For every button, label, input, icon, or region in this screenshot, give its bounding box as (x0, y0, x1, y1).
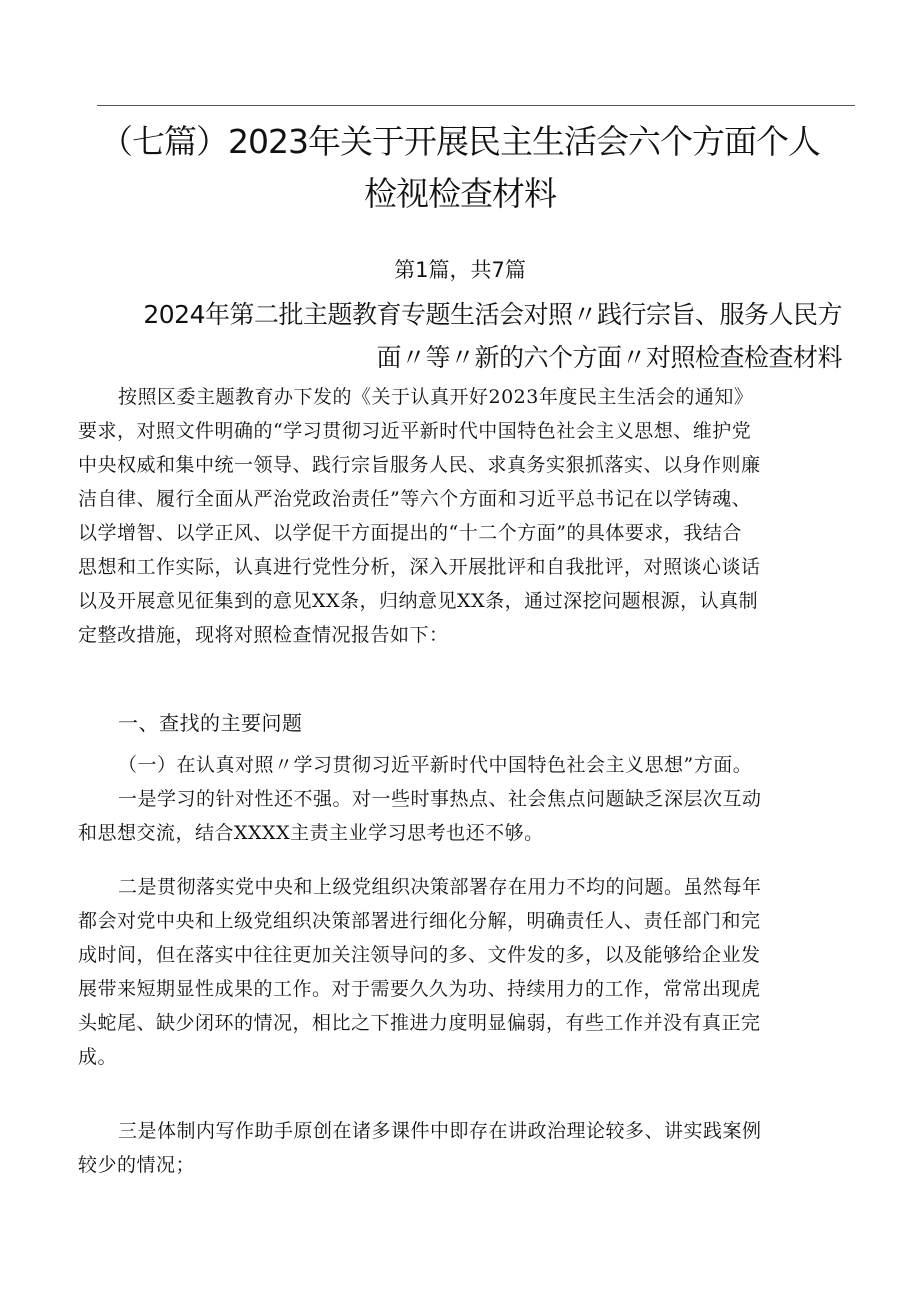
intro-line: 定整改措施，现将对照检查情况报告如下： (78, 624, 449, 646)
point-line: 都会对党中央和上级党组织决策部署进行细化分解，明确责任人、责任部门和完 (78, 910, 761, 932)
point-paragraph-3 (78, 1114, 842, 1182)
item-heading (78, 748, 842, 782)
intro-line: 洁自律、履行全面从严治党政治责任”等六个方面和习近平总书记在以学铸魂、 (78, 488, 752, 510)
point-paragraph-1 (78, 782, 842, 850)
section-heading-text: 一、查找的主要问题 (118, 711, 303, 735)
point-line: 二是贯彻落实党中央和上级党组织决策部署存在用力不均的问题。虽然每年 (118, 876, 762, 898)
intro-line: 要求，对照文件明确的“学习贯彻习近平新时代中国特色社会主义思想、维护党 (78, 420, 752, 442)
subtitle-line-2: 面〃等〃新的六个方面〃对照检查检查材料 (376, 343, 842, 372)
intro-line: 思想和工作实际，认真进行党性分析，深入开展批评和自我批评，对照谈心谈话 (78, 556, 761, 578)
intro-paragraph (78, 380, 842, 652)
point-line: 一是学习的针对性还不强。对一些时事热点、社会焦点问题缺乏深层次互动 (118, 788, 762, 810)
subtitle (78, 293, 842, 379)
intro-line: 以学增智、以学正风、以学促干方面提出的“十二个方面”的具体要求，我结合 (78, 522, 742, 544)
point-line: 头蛇尾、缺少闭环的情况，相比之下推进力度明显偏弱，有些工作并没有真正完 (78, 1012, 761, 1034)
title-line-2: 检视检查材料 (364, 174, 556, 213)
point-line: 三是体制内写作助手原创在诸多课件中即存在讲政治理论较多、讲实践案例 (118, 1120, 762, 1142)
subtitle-line-1: 2024年第二批主题教育专题生活会对照〃践行宗旨、服务人民方 (143, 300, 842, 329)
point-line: 展带来短期显性成果的工作。对于需要久久为功、持续用力的工作，常常出现虎 (78, 978, 761, 1000)
point-line: 成。 (78, 1046, 118, 1068)
intro-line: 以及开展意见征集到的意见XX条，归纳意见XX条，通过深挖问题根源，认真制 (78, 590, 759, 612)
part-label: 第1篇，共7篇 (394, 258, 526, 282)
intro-line: 中央权威和集中统一领导、践行宗旨服务人民、求真务实狠抓落实、以身作则廉 (78, 454, 761, 476)
point-line: 和思想交流，结合XXXX主责主业学习思考也还不够。 (78, 822, 544, 844)
intro-line: 按照区委主题教育办下发的《关于认真开好2023年度民主生活会的通知》 (118, 386, 754, 408)
document-title (60, 116, 860, 220)
point-line: 较少的情况； (78, 1154, 196, 1176)
section-heading (78, 706, 842, 740)
point-paragraph-2 (78, 870, 842, 1074)
item-heading-text: （一）在认真对照〃学习贯彻习近平新时代中国特色社会主义思想”方面。 (118, 754, 753, 776)
point-line: 成时间，但在落实中往往更加关注领导问的多、文件发的多，以及能够给企业发 (78, 944, 761, 966)
title-line-1: （七篇）2023年关于开展民主生活会六个方面个人 (100, 122, 820, 161)
header-rule (97, 105, 855, 106)
